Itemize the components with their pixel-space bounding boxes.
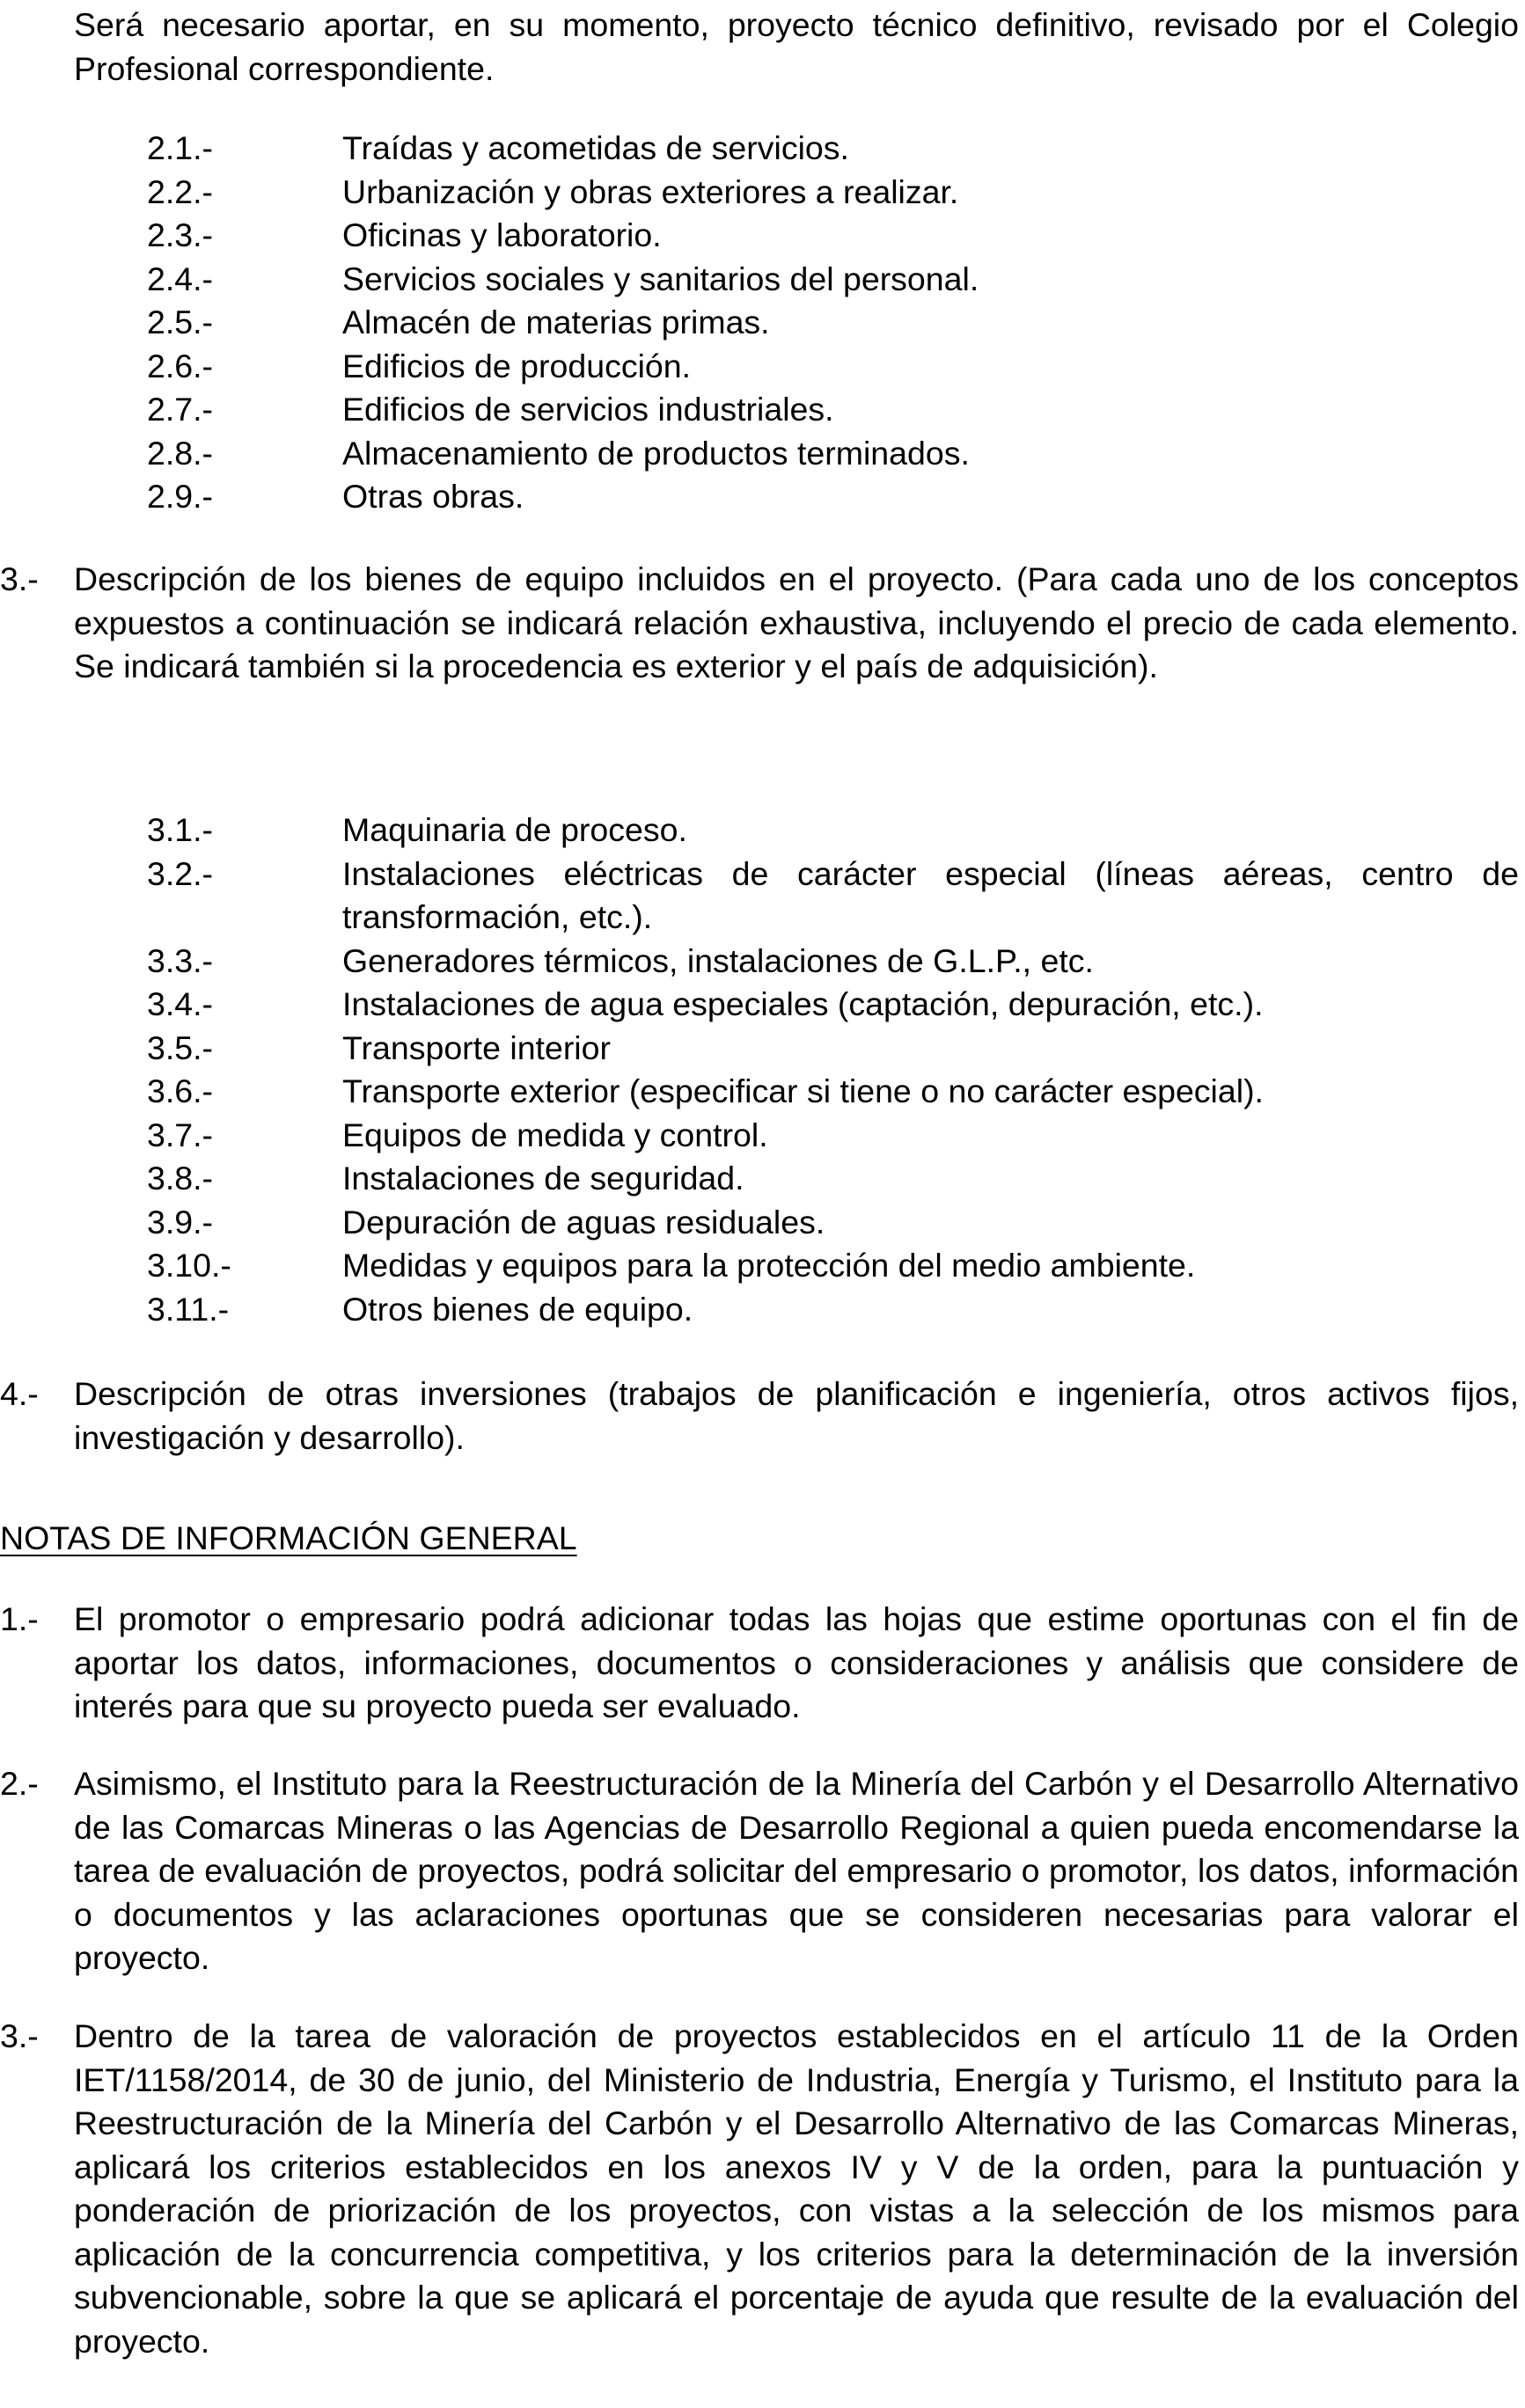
list-item bbox=[0, 1070, 1519, 1114]
list-item-text: Urbanización y obras exteriores a realizar. bbox=[342, 172, 959, 210]
list-item-number: 2.1.- bbox=[147, 129, 214, 166]
list-item bbox=[0, 475, 1519, 519]
list-item-text: Medidas y equipos para la protección del medio ambiente. bbox=[342, 1247, 1196, 1284]
section-text: Descripción de los bienes de equipo incluidos en el proyecto. (Para cada uno de los conceptos expuestos a continuación se indicará relación exhaustiva, incluyendo el precio de cada elemento. Se indicará también si la procedencia es exterior y el país de adquisición). bbox=[74, 560, 1519, 684]
list-item-number: 2.3.- bbox=[147, 216, 214, 253]
list-item bbox=[0, 345, 1519, 389]
list-item bbox=[0, 1027, 1519, 1071]
list-item-number: 2.8.- bbox=[147, 434, 214, 472]
list-item-text: Transporte exterior (especificar si tiene o no carácter especial). bbox=[342, 1072, 1264, 1109]
list-item-number: 3.1.- bbox=[147, 811, 214, 848]
list-item-number: 2.6.- bbox=[147, 347, 214, 384]
list-item-number: 3.9.- bbox=[147, 1203, 214, 1241]
list-item bbox=[0, 388, 1519, 432]
list-item-text: Depuración de aguas residuales. bbox=[342, 1203, 825, 1241]
list-item bbox=[0, 940, 1519, 984]
list-item-number: 3.3.- bbox=[147, 941, 214, 979]
list-item-number: 3.5.- bbox=[147, 1028, 214, 1066]
list-item-number: 2.7.- bbox=[147, 391, 214, 428]
intro-paragraph: Será necesario aportar, en su momento, proyecto técnico definitivo, revisado por el Colegio Profesional correspondiente. bbox=[74, 6, 1519, 87]
note-number: 1.- bbox=[0, 1600, 39, 1637]
list-item-number: 3.7.- bbox=[147, 1116, 214, 1153]
list-item-text: Instalaciones de seguridad. bbox=[342, 1160, 744, 1197]
list-item bbox=[0, 301, 1519, 345]
list-item bbox=[0, 432, 1519, 476]
list-item bbox=[0, 1157, 1519, 1201]
section-number: 4.- bbox=[0, 1375, 39, 1412]
list-item-text: Otras obras. bbox=[342, 478, 524, 515]
section-4 bbox=[0, 1372, 1519, 1460]
list-item-number: 3.8.- bbox=[147, 1160, 214, 1197]
list-item-text: Maquinaria de proceso. bbox=[342, 811, 687, 848]
list-item bbox=[0, 127, 1519, 171]
list-item-text: Edificios de producción. bbox=[342, 347, 692, 384]
list-item bbox=[0, 171, 1519, 215]
list-item bbox=[0, 1244, 1519, 1288]
list-item-number: 3.10.- bbox=[147, 1247, 231, 1284]
notes-heading: NOTAS DE INFORMACIÓN GENERAL bbox=[0, 1519, 577, 1556]
list-item bbox=[0, 258, 1519, 302]
note-text: El promotor o empresario podrá adicionar todas las hojas que estime oportunas con el fin de aportar los datos, informaciones, documentos o consideraciones y análisis que considere de interés para que su proyecto pueda ser evaluado. bbox=[74, 1600, 1519, 1724]
note-text: Asimismo, el Instituto para la Reestructuración de la Minería del Carbón y el Desarrollo Alternativo de las Comarcas Mineras o las Agencias de Desarrollo Regional a quien pueda encomendarse la tarea de evaluación de proyectos, podrá solicitar del empresario o promotor, los datos, información o documentos y las aclaraciones oportunas que se consideren necesarias para valorar el proyecto. bbox=[74, 1765, 1519, 1976]
list-item-text: Instalaciones de agua especiales (captación, depuración, etc.). bbox=[342, 985, 1264, 1022]
list-item bbox=[0, 214, 1519, 258]
list-item bbox=[0, 853, 1519, 940]
list-item-number: 2.2.- bbox=[147, 172, 214, 210]
section-3 bbox=[0, 558, 1519, 689]
note-3 bbox=[0, 2015, 1519, 2363]
note-number: 3.- bbox=[0, 2017, 39, 2054]
list-item bbox=[0, 1288, 1519, 1332]
list-item bbox=[0, 983, 1519, 1027]
list-item-text: Otros bienes de equipo. bbox=[342, 1290, 693, 1328]
list-item-number: 3.6.- bbox=[147, 1072, 214, 1109]
list-item-number: 3.11.- bbox=[147, 1290, 230, 1328]
list-item-number: 2.9.- bbox=[147, 478, 214, 515]
list-item-text: Generadores térmicos, instalaciones de G.L.P., etc. bbox=[342, 941, 1094, 979]
list-item-text: Edificios de servicios industriales. bbox=[342, 391, 834, 428]
list-item-text: Almacén de materias primas. bbox=[342, 304, 770, 340]
list-item-text: Instalaciones eléctricas de carácter especial (líneas aéreas, centro de transformación, etc.). bbox=[342, 854, 1519, 935]
list-item-text: Equipos de medida y control. bbox=[342, 1116, 768, 1153]
list-item bbox=[0, 809, 1519, 853]
list-section-2 bbox=[0, 127, 1519, 519]
list-item-number: 3.2.- bbox=[147, 854, 214, 892]
list-item-number: 2.4.- bbox=[147, 260, 214, 297]
list-item-number: 2.5.- bbox=[147, 304, 214, 340]
list-item-text: Oficinas y laboratorio. bbox=[342, 216, 662, 253]
list-item-text: Almacenamiento de productos terminados. bbox=[342, 434, 970, 472]
list-item-text: Transporte interior bbox=[342, 1028, 611, 1066]
list-item bbox=[0, 1201, 1519, 1245]
list-item bbox=[0, 1114, 1519, 1158]
section-number: 3.- bbox=[0, 560, 39, 597]
note-number: 2.- bbox=[0, 1765, 39, 1802]
list-item-text: Servicios sociales y sanitarios del personal. bbox=[342, 260, 979, 297]
section-text: Descripción de otras inversiones (trabajos de planificación e ingeniería, otros activos fijos, investigación y desarrollo). bbox=[74, 1375, 1519, 1456]
note-2 bbox=[0, 1762, 1519, 1980]
note-text: Dentro de la tarea de valoración de proyectos establecidos en el artículo 11 de la Orden IET/1158/2014, de 30 de junio, del Ministerio de Industria, Energía y Turismo, el Instituto para la Reestructuración de la Minería del Carbón y el Desarrollo Alternativo de las Comarcas Mineras, aplicará los criterios establecidos en los anexos IV y V de la orden, para la puntuación y ponderación de priorización de los proyectos, con vistas a la selección de los mismos para aplicación de la concurrencia competitiva, y los criterios para la determinación de la inversión subvencionable, sobre la que se aplicará el porcentaje de ayuda que resulte de la evaluación del proyecto. bbox=[74, 2017, 1519, 2360]
list-item-text: Traídas y acometidas de servicios. bbox=[342, 129, 849, 166]
list-item-number: 3.4.- bbox=[147, 985, 214, 1022]
note-1 bbox=[0, 1598, 1519, 1729]
list-section-3 bbox=[0, 809, 1519, 1331]
